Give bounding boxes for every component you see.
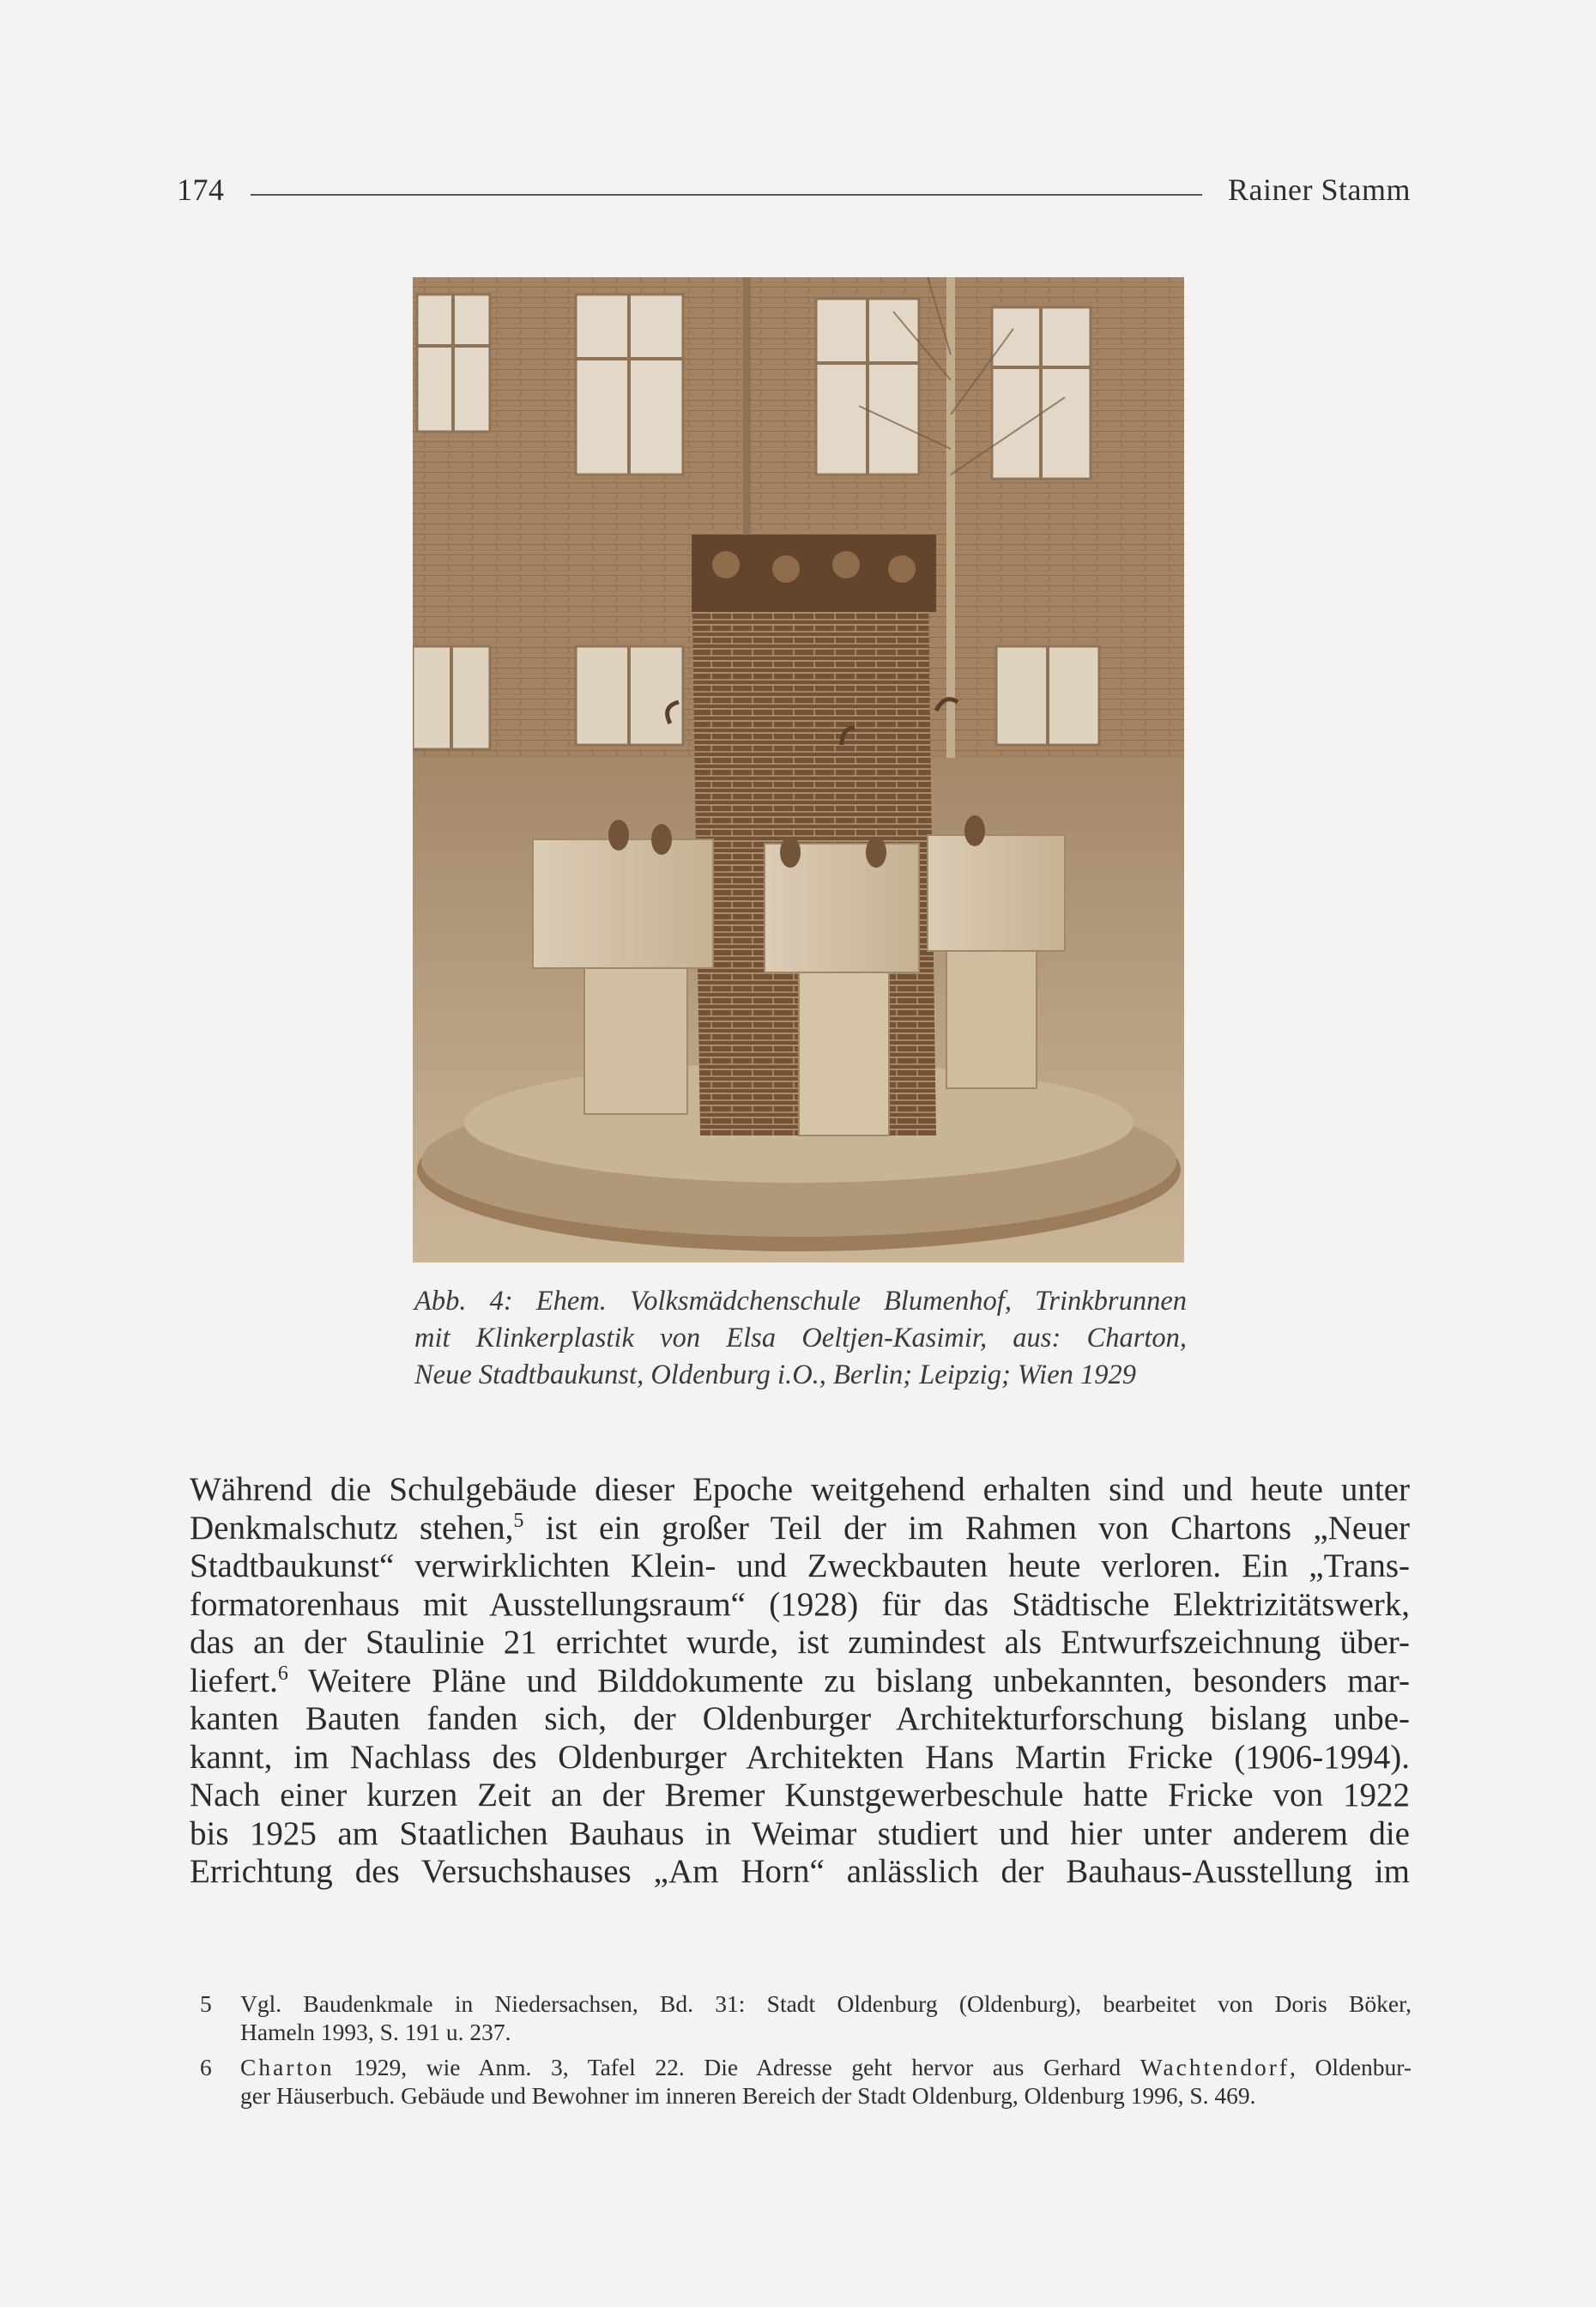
footnote-number: 5 [200,1990,212,2017]
page-header [177,168,1411,211]
body-text-run: ist ein großer Teil der im Rahmen von Chartons „Neuer [523,1509,1410,1547]
footnote-body [240,2053,1412,2110]
footnote-text-run: , Oldenbur- [1290,2054,1412,2080]
caption-line: Neue Stadtbaukunst, Oldenburg i.O., Berlin; Leipzig; Wien 1929 [414,1359,1137,1390]
footnote-ref-5: 5 [513,1509,524,1532]
footnote-5 [200,1989,1412,2046]
footnote-line [240,2053,1412,2081]
figure-caption [414,1283,1187,1394]
page-number: 174 [177,173,225,207]
body-line: kanten Bauten fanden sich, der Oldenburger Architekturforschung bislang unbe- [190,1700,1410,1737]
footnote-6 [200,2053,1412,2110]
footnote-line: ger Häuserbuch. Gebäude und Bewohner im inneren Bereich der Stadt Oldenburg, Oldenburg 1996, S. 469. [240,2082,1256,2109]
body-text-run: liefert. [190,1662,278,1699]
author-name: Charton [240,2054,335,2080]
author-name: Wachtendorf [1140,2054,1291,2080]
body-line: Errichtung des Versuchshauses „Am Horn“ anlässlich der Bauhaus-Ausstellung im [190,1853,1410,1890]
footnote-number: 6 [200,2054,212,2080]
footnote-ref-6: 6 [277,1662,288,1685]
caption-line: Abb. 4: Ehem. Volksmädchenschule Blumenhof, Trinkbrunnen [414,1286,1187,1317]
body-text-run: Denkmalschutz stehen, [190,1509,514,1547]
body-line: kannt, im Nachlass des Oldenburger Architekten Hans Martin Fricke (1906-1994). [190,1738,1410,1776]
body-line: Nach einer kurzen Zeit an der Bremer Kunstgewerbeschule hatte Fricke von 1922 [190,1777,1410,1814]
body-line: Stadtbaukunst“ verwirklichten Klein- und Zweckbauten heute verloren. Ein „Trans- [190,1547,1410,1584]
footnote-body [240,1989,1412,2046]
body-line: Während die Schulgebäude dieser Epoche weitgehend erhalten sind und heute unter [190,1471,1410,1508]
body-line: formatorenhaus mit Ausstellungsraum“ (1928) für das Städtische Elektrizitätswerk, [190,1585,1410,1623]
body-line: das an der Staulinie 21 errichtet wurde, ist zumindest als Entwurfszeichnung über- [190,1624,1410,1661]
running-head: Rainer Stamm [1228,173,1411,207]
footnotes [200,1989,1412,2116]
caption-line: mit Klinkerplastik von Elsa Oeltjen-Kasimir, aus: Charton, [414,1323,1187,1353]
body-line [190,1662,1410,1701]
footnote-line: Vgl. Baudenkmale in Niedersachsen, Bd. 31: Stadt Oldenburg (Oldenburg), bearbeitet von Doris Böker, [240,1990,1412,2017]
body-paragraph [190,1471,1410,1892]
header-rule [251,194,1203,196]
body-text-run: Weitere Pläne und Bilddokumente zu bislang unbekannten, besonders mar- [287,1662,1410,1699]
footnote-text-run: 1929, wie Anm. 3, Tafel 22. Die Adresse geht hervor aus Gerhard [334,2054,1140,2080]
body-line: bis 1925 am Staatlichen Bauhaus in Weimar studiert und hier unter anderem die [190,1814,1410,1852]
body-line [190,1510,1410,1548]
footnote-line: Hameln 1993, S. 191 u. 237. [240,2019,511,2045]
figure-photo [413,277,1184,1262]
